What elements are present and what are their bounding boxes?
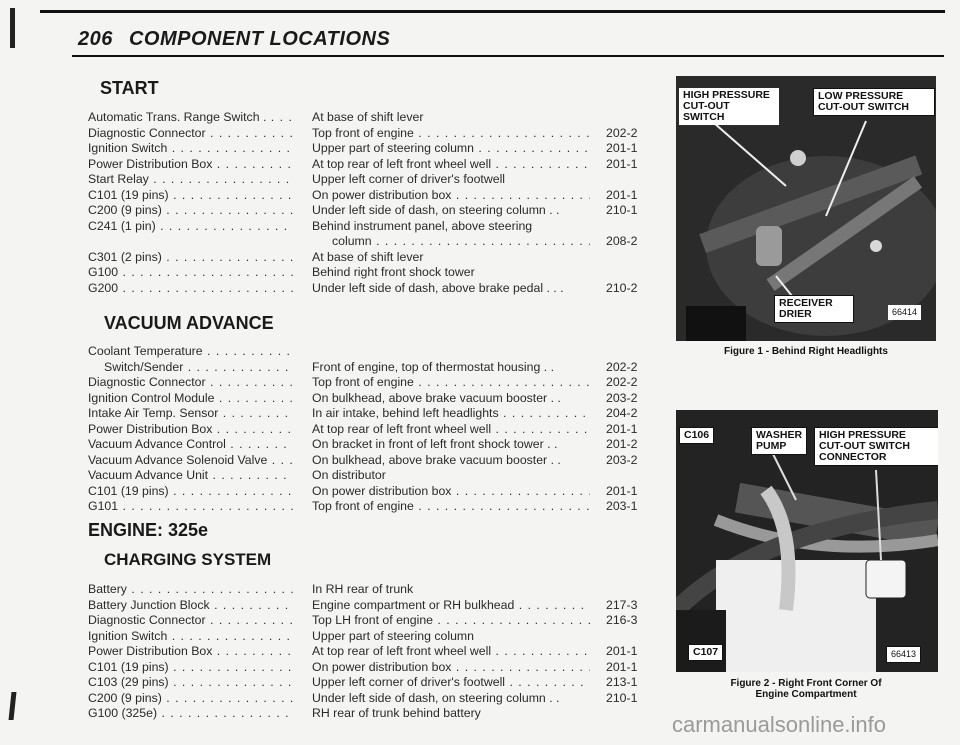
component-name: Power Distribution Box . . . xyxy=(88,157,293,173)
component-location: Under left side of dash, on steering column . . xyxy=(312,203,560,217)
label-c107: C107 xyxy=(688,644,723,661)
page-reference: 201-1 xyxy=(606,421,638,436)
component-name: C301 (2 pins) . . . xyxy=(88,250,293,266)
component-name: Vacuum Advance Unit . . . xyxy=(88,468,293,484)
component-name: C200 (9 pins) . . . xyxy=(88,203,293,219)
component-name: G101 . . . xyxy=(88,499,293,515)
component-location: RH rear of trunk behind battery xyxy=(312,706,481,720)
figure-1-number: 66414 xyxy=(888,305,921,320)
section-start-heading: START xyxy=(100,78,159,98)
label-receiver-drier: RECEIVER DRIER xyxy=(774,295,854,323)
component-location: On bulkhead, above brake vacuum booster . . xyxy=(312,390,561,405)
component-name: G100 . . . xyxy=(88,265,293,281)
component-location: In RH rear of trunk xyxy=(312,582,414,596)
label-washer-pump: WASHER PUMP xyxy=(751,427,807,455)
component-location: On distributor xyxy=(312,468,386,482)
component-name: Power Distribution Box . . . xyxy=(88,422,293,438)
component-location: Upper part of steering column . . . xyxy=(312,141,590,157)
page-reference: 201-2 xyxy=(606,437,638,451)
page-header xyxy=(78,28,390,51)
component-location: Top front of engine . . . xyxy=(312,499,590,515)
component-name: Automatic Trans. Range Switch . . . . xyxy=(88,110,293,126)
component-location: Behind instrument panel, above steering xyxy=(312,218,533,233)
component-location: Behind right front shock tower xyxy=(312,265,475,279)
component-name: Battery . . . xyxy=(88,582,293,598)
figure-2-caption: Figure 2 - Right Front Corner Of Engine Compartment xyxy=(730,678,882,700)
label-high-pressure-switch: HIGH PRESSURE CUT-OUT SWITCH xyxy=(679,88,779,125)
section-vacuum-heading: VACUUM ADVANCE xyxy=(104,313,274,333)
label-c106: C106 xyxy=(679,427,714,444)
component-name: Switch/Sender . . . xyxy=(88,360,293,376)
component-location: Upper part of steering column xyxy=(312,628,474,643)
component-location: Upper left corner of driver's footwell . . . xyxy=(312,675,590,691)
page-number: 206 xyxy=(78,28,113,50)
page-reference: 216-3 xyxy=(606,613,638,627)
component-name: Coolant Temperature . . . xyxy=(88,344,293,360)
component-name: Intake Air Temp. Sensor . . . xyxy=(88,406,293,422)
component-location: Front of engine, top of thermostat housing . . xyxy=(312,359,554,374)
component-location: Top front of engine . . . xyxy=(312,126,590,142)
page-reference: 210-1 xyxy=(606,203,638,217)
component-location: column . . . xyxy=(312,234,590,250)
figure-2-photo xyxy=(676,410,938,672)
component-name: Diagnostic Connector . . . xyxy=(88,126,293,142)
figure-2-number: 66413 xyxy=(886,646,921,663)
page-reference: 213-1 xyxy=(606,675,638,689)
page-reference: 201-1 xyxy=(606,483,638,498)
component-location: Engine compartment or RH bulkhead . . . xyxy=(312,598,590,614)
component-name: C101 (19 pins) . . . xyxy=(88,660,293,676)
component-location: On power distribution box . . . xyxy=(312,188,590,204)
component-location: At top rear of left front wheel well . . . xyxy=(312,422,590,438)
component-name: G100 (325e) . . . xyxy=(88,706,293,722)
component-location: Under left side of dash, on steering column . . xyxy=(312,690,560,705)
page-reference: 202-2 xyxy=(606,375,638,389)
page-reference: 204-2 xyxy=(606,406,638,420)
header-rule xyxy=(72,55,944,57)
component-name: G200 . . . xyxy=(88,281,293,297)
page-reference: 202-2 xyxy=(606,125,638,140)
page-reference: 203-1 xyxy=(606,499,638,513)
component-name: Battery Junction Block . . . xyxy=(88,598,293,614)
component-location: On bracket in front of left front shock tower . . xyxy=(312,437,558,451)
component-name: Power Distribution Box . . . xyxy=(88,644,293,660)
component-name: Ignition Switch . . . xyxy=(88,629,293,645)
page-reference: 201-1 xyxy=(606,156,638,171)
page-reference: 201-1 xyxy=(606,659,638,674)
component-name: Ignition Switch . . . xyxy=(88,141,293,157)
page-reference: 203-2 xyxy=(606,452,638,467)
component-name: C200 (9 pins) . . . xyxy=(88,691,293,707)
component-location: In air intake, behind left headlights . . . xyxy=(312,406,590,422)
component-name: C101 (19 pins) . . . xyxy=(88,188,293,204)
component-location: On power distribution box . . . xyxy=(312,484,590,500)
page-title: COMPONENT LOCATIONS xyxy=(128,28,391,50)
component-name: C103 (29 pins) . . . xyxy=(88,675,293,691)
page-reference: 208-2 xyxy=(606,234,638,248)
component-name: Ignition Control Module . . . xyxy=(88,391,293,407)
component-location: Under left side of dash, above brake pedal . . . xyxy=(312,280,564,295)
page-reference: 202-2 xyxy=(606,359,638,374)
page-reference: 201-1 xyxy=(606,187,638,202)
component-location: At base of shift lever xyxy=(312,110,424,124)
page-reference: 201-1 xyxy=(606,644,638,658)
label-high-pressure-connector: HIGH PRESSURE CUT-OUT SWITCH CONNECTOR xyxy=(814,427,938,466)
component-name: C101 (19 pins) . . . xyxy=(88,484,293,500)
watermark: carmanualsonline.info xyxy=(672,712,887,737)
component-location: At top rear of left front wheel well . . . xyxy=(312,644,590,660)
page-reference: 217-3 xyxy=(606,597,638,612)
component-location: Top LH front of engine . . . xyxy=(312,613,590,629)
component-location: Top front of engine . . . xyxy=(312,375,590,391)
component-location: At top rear of left front wheel well . . . xyxy=(312,157,590,173)
section-engine-heading: ENGINE: 325e xyxy=(88,520,209,540)
component-name: Diagnostic Connector . . . xyxy=(88,375,293,391)
page-edge-mark xyxy=(10,8,15,48)
component-location: At base of shift lever xyxy=(312,249,424,264)
component-location: Upper left corner of driver's footwell xyxy=(312,172,506,186)
section-charging-heading: CHARGING SYSTEM xyxy=(104,550,272,569)
page-edge-mark-bottom xyxy=(9,692,17,720)
page-reference: 210-1 xyxy=(606,690,638,705)
label-low-pressure-switch: LOW PRESSURE CUT-OUT SWITCH xyxy=(813,88,935,116)
top-rule xyxy=(40,10,945,13)
component-name: Start Relay . . . xyxy=(88,172,293,188)
component-name: C241 (1 pin) . . . xyxy=(88,219,293,235)
component-location: On power distribution box . . . xyxy=(312,660,590,676)
page-reference: 201-1 xyxy=(606,141,638,155)
component-name: Vacuum Advance Solenoid Valve . . . xyxy=(88,453,293,469)
component-name: Diagnostic Connector . . . xyxy=(88,613,293,629)
page-reference: 203-2 xyxy=(606,390,638,405)
component-name: Vacuum Advance Control . . . xyxy=(88,437,293,453)
page-reference: 210-2 xyxy=(606,280,638,295)
figure-1-photo xyxy=(676,76,936,341)
figure-1-caption: Figure 1 - Behind Right Headlights xyxy=(724,346,888,357)
component-location: On bulkhead, above brake vacuum booster . . xyxy=(312,452,561,467)
